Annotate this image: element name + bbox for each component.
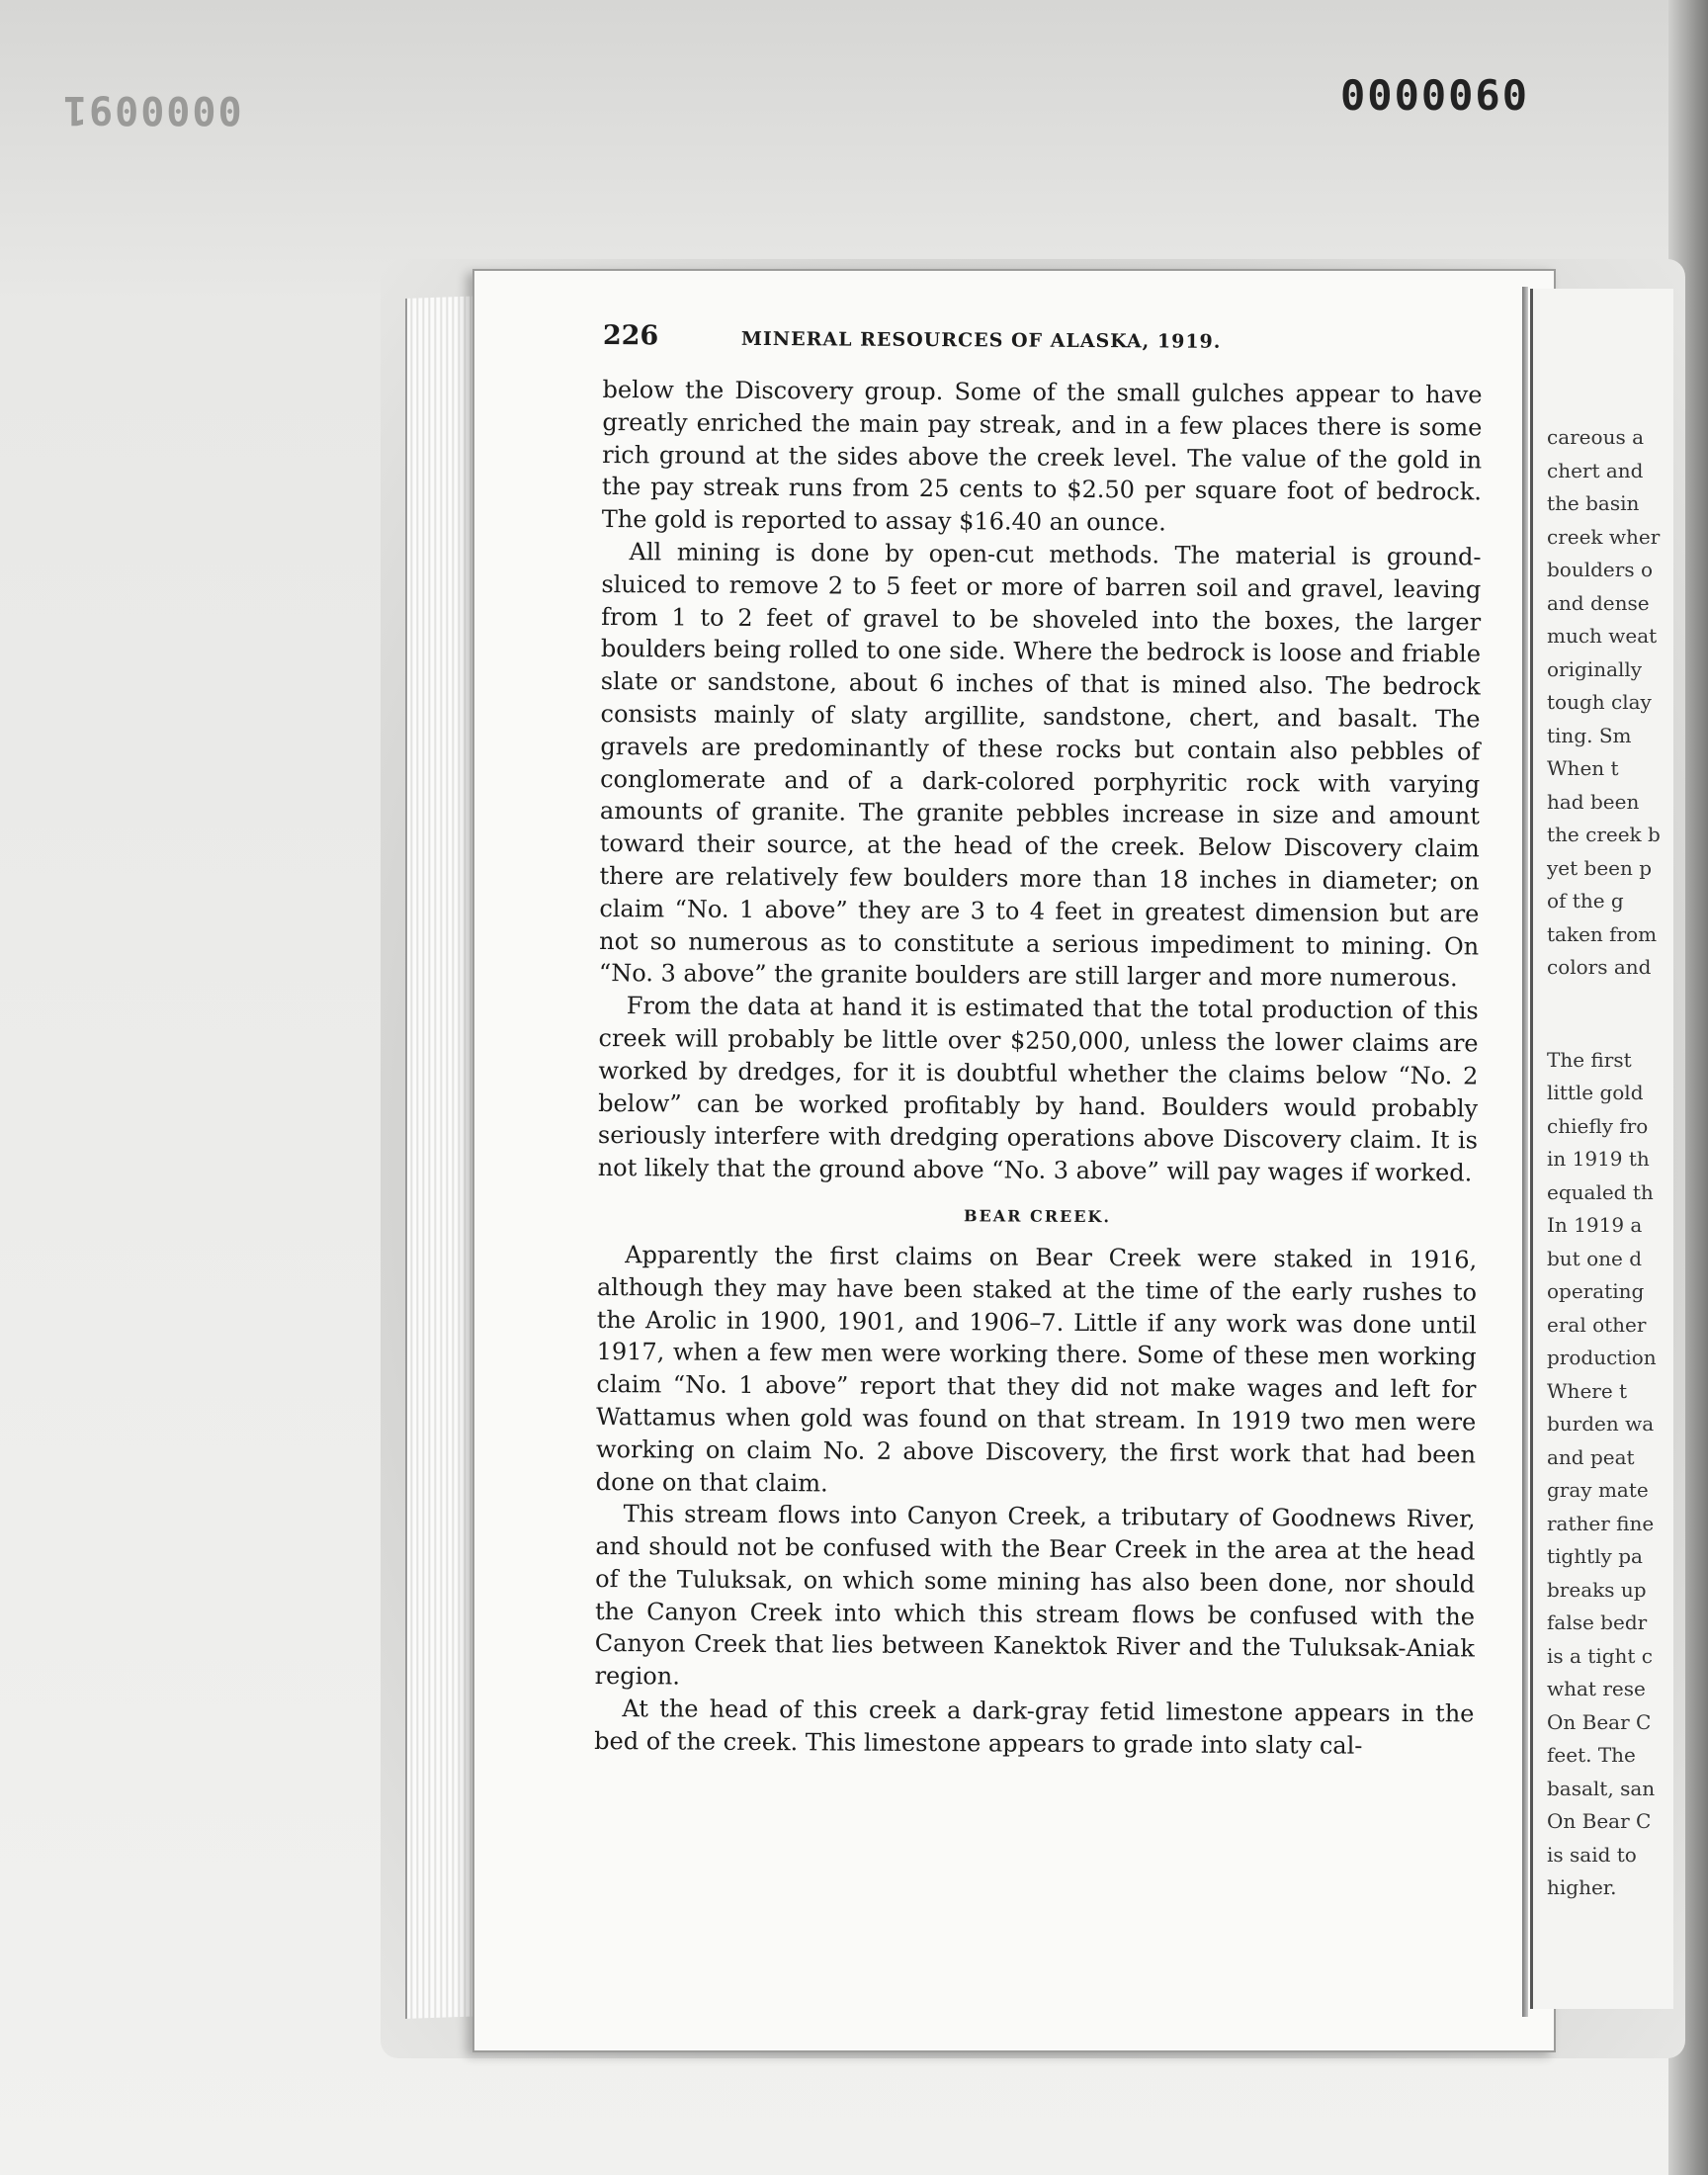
facing-line: production — [1547, 1346, 1657, 1369]
facing-line: gray mate — [1547, 1478, 1649, 1502]
facing-page-text — [1547, 421, 1673, 1905]
facing-line: in 1919 th — [1547, 1147, 1650, 1171]
facing-page — [1530, 289, 1673, 2009]
facing-line: rather fine — [1547, 1511, 1655, 1535]
facing-line: is said to — [1547, 1842, 1637, 1867]
facing-line: the basin — [1547, 491, 1640, 515]
facing-line: tough clay — [1547, 690, 1652, 714]
paragraph: At the head of this creek a dark-gray fetid limestone appears in the bed of the creek. This limestone appears to grade into slaty cal- — [594, 1695, 1475, 1760]
facing-line: colors and — [1547, 955, 1652, 979]
facing-line: ting. Sm — [1547, 723, 1632, 747]
facing-line: boulders o — [1547, 558, 1653, 581]
paragraph: This stream flows into Canyon Creek, a tributary of Goodnews River, and should not be confused with the Bear Creek in the area at the head of the Tuluksak, on which some mining has also been done, nor should the Canyon Creek into which this stream flows be confused with the Canyon Creek that lies between Kanektok River and the Tuluksak-Aniak region. — [594, 1500, 1476, 1691]
facing-line: originally — [1547, 656, 1643, 681]
facing-line: On Bear C — [1547, 1809, 1652, 1833]
facing-line: and dense — [1547, 590, 1650, 615]
facing-line: higher. — [1547, 1875, 1617, 1899]
paragraph: Apparently the first claims on Bear Creek were staked in 1916, although they may have been staked at the time of the early rushes to the Arolic in 1900, 1901, and 1906–7. Little if any work was done until 1917, when a few men were working there. Some of these men working claim “No. 1 above” report that they did not make wages and left for Wattamus when gold was found on that stream. In 1919 two men were working on claim No. 2 above Discovery, the first work that had been done on that claim. — [595, 1241, 1478, 1497]
running-head — [603, 320, 1483, 365]
facing-line: chert and — [1547, 458, 1644, 482]
facing-line: chiefly fro — [1547, 1113, 1649, 1138]
book-page — [472, 269, 1556, 2052]
paragraph: All mining is done by open-cut methods. The material is ground-sluiced to remove 2 to 5 feet or more of barren soil and gravel, leaving from 1 to 2 feet of gravel to be shoveled into the boxes, the larger boulders being rolled to one side. Where the bedrock is loose and friable slate or sandstone, about 6 inches of that is mined also. The bedrock consists mainly of slaty argillite, sandstone, chert, and basalt. The gravels are predominantly of these rocks but contain also pebbles of conglomerate and of a dark-colored porphyritic rock with varying amounts of granite. The granite pebbles increase in size and amount toward their source, at the head of the creek. Below Discovery claim there are relatively few boulders more than 18 inches in diameter; on claim “No. 1 above” they are 3 to 4 feet in greatest dimension but are not so numerous as to constitute a serious impediment to mining. On “No. 3 above” the granite boulders are still larger and more numerous. — [598, 538, 1482, 993]
facing-line: eral other — [1547, 1312, 1647, 1337]
paragraph: From the data at hand it is estimated that the total production of this creek will probably be little over $250,000, unless the lower claims are worked by dredges, for it is doubtful whether the claims below “No. 2 below” can be worked profitably by hand. Boulders would probably seriously interfere with dredging operations above Discovery claim. It is not likely that the ground above “No. 3 above” will pay wages if worked. — [597, 992, 1479, 1187]
facing-line: yet been p — [1547, 855, 1653, 880]
page-content — [594, 320, 1483, 1763]
facing-line: breaks up — [1547, 1577, 1647, 1602]
facing-line: The first — [1547, 1047, 1632, 1072]
facing-line: burden wa — [1547, 1412, 1655, 1436]
section-heading: BEAR CREEK. — [963, 1206, 1111, 1227]
page-number: 226 — [602, 320, 659, 352]
facing-line: but one d — [1547, 1246, 1642, 1270]
paragraph: below the Discovery group. Some of the small gulches appear to have greatly enriched the main pay streak, and in a few places there is some rich ground at the sides above the creek level. The value of the gold in the pay streak runs from 25 cents to $2.50 per square foot of bedrock. The gold is reported to assay $16.40 an ounce. — [601, 375, 1483, 537]
facing-line: In 1919 a — [1547, 1213, 1643, 1237]
facing-line: what rese — [1547, 1677, 1646, 1700]
facing-line: had been — [1547, 789, 1640, 814]
facing-line: the creek b — [1547, 823, 1661, 846]
book-gutter — [1522, 287, 1528, 2017]
facing-line: basalt, san — [1547, 1776, 1656, 1800]
page-heading: MINERAL RESOURCES OF ALASKA, 1919. — [740, 327, 1222, 353]
document-stamp-right: 0000060 — [1340, 71, 1530, 120]
facing-line: is a tight c — [1547, 1643, 1654, 1668]
facing-line: feet. The — [1547, 1743, 1636, 1767]
facing-line: taken from — [1547, 921, 1658, 946]
facing-line: little gold — [1547, 1081, 1644, 1104]
facing-line: and peat — [1547, 1444, 1635, 1469]
facing-line: equaled th — [1547, 1179, 1654, 1204]
facing-line: On Bear C — [1547, 1709, 1652, 1734]
facing-line: of the g — [1547, 889, 1624, 913]
facing-line: When t — [1547, 756, 1619, 780]
facing-line: tightly pa — [1547, 1544, 1643, 1568]
facing-gap — [1547, 985, 1673, 1044]
facing-line: false bedr — [1547, 1610, 1648, 1634]
facing-line: much weat — [1547, 624, 1658, 648]
facing-line: creek wher — [1547, 524, 1661, 549]
facing-line: careous a — [1547, 425, 1644, 449]
document-stamp-left: 0000091 — [61, 87, 242, 132]
facing-line: Where t — [1547, 1378, 1628, 1403]
facing-line: operating — [1547, 1279, 1645, 1303]
